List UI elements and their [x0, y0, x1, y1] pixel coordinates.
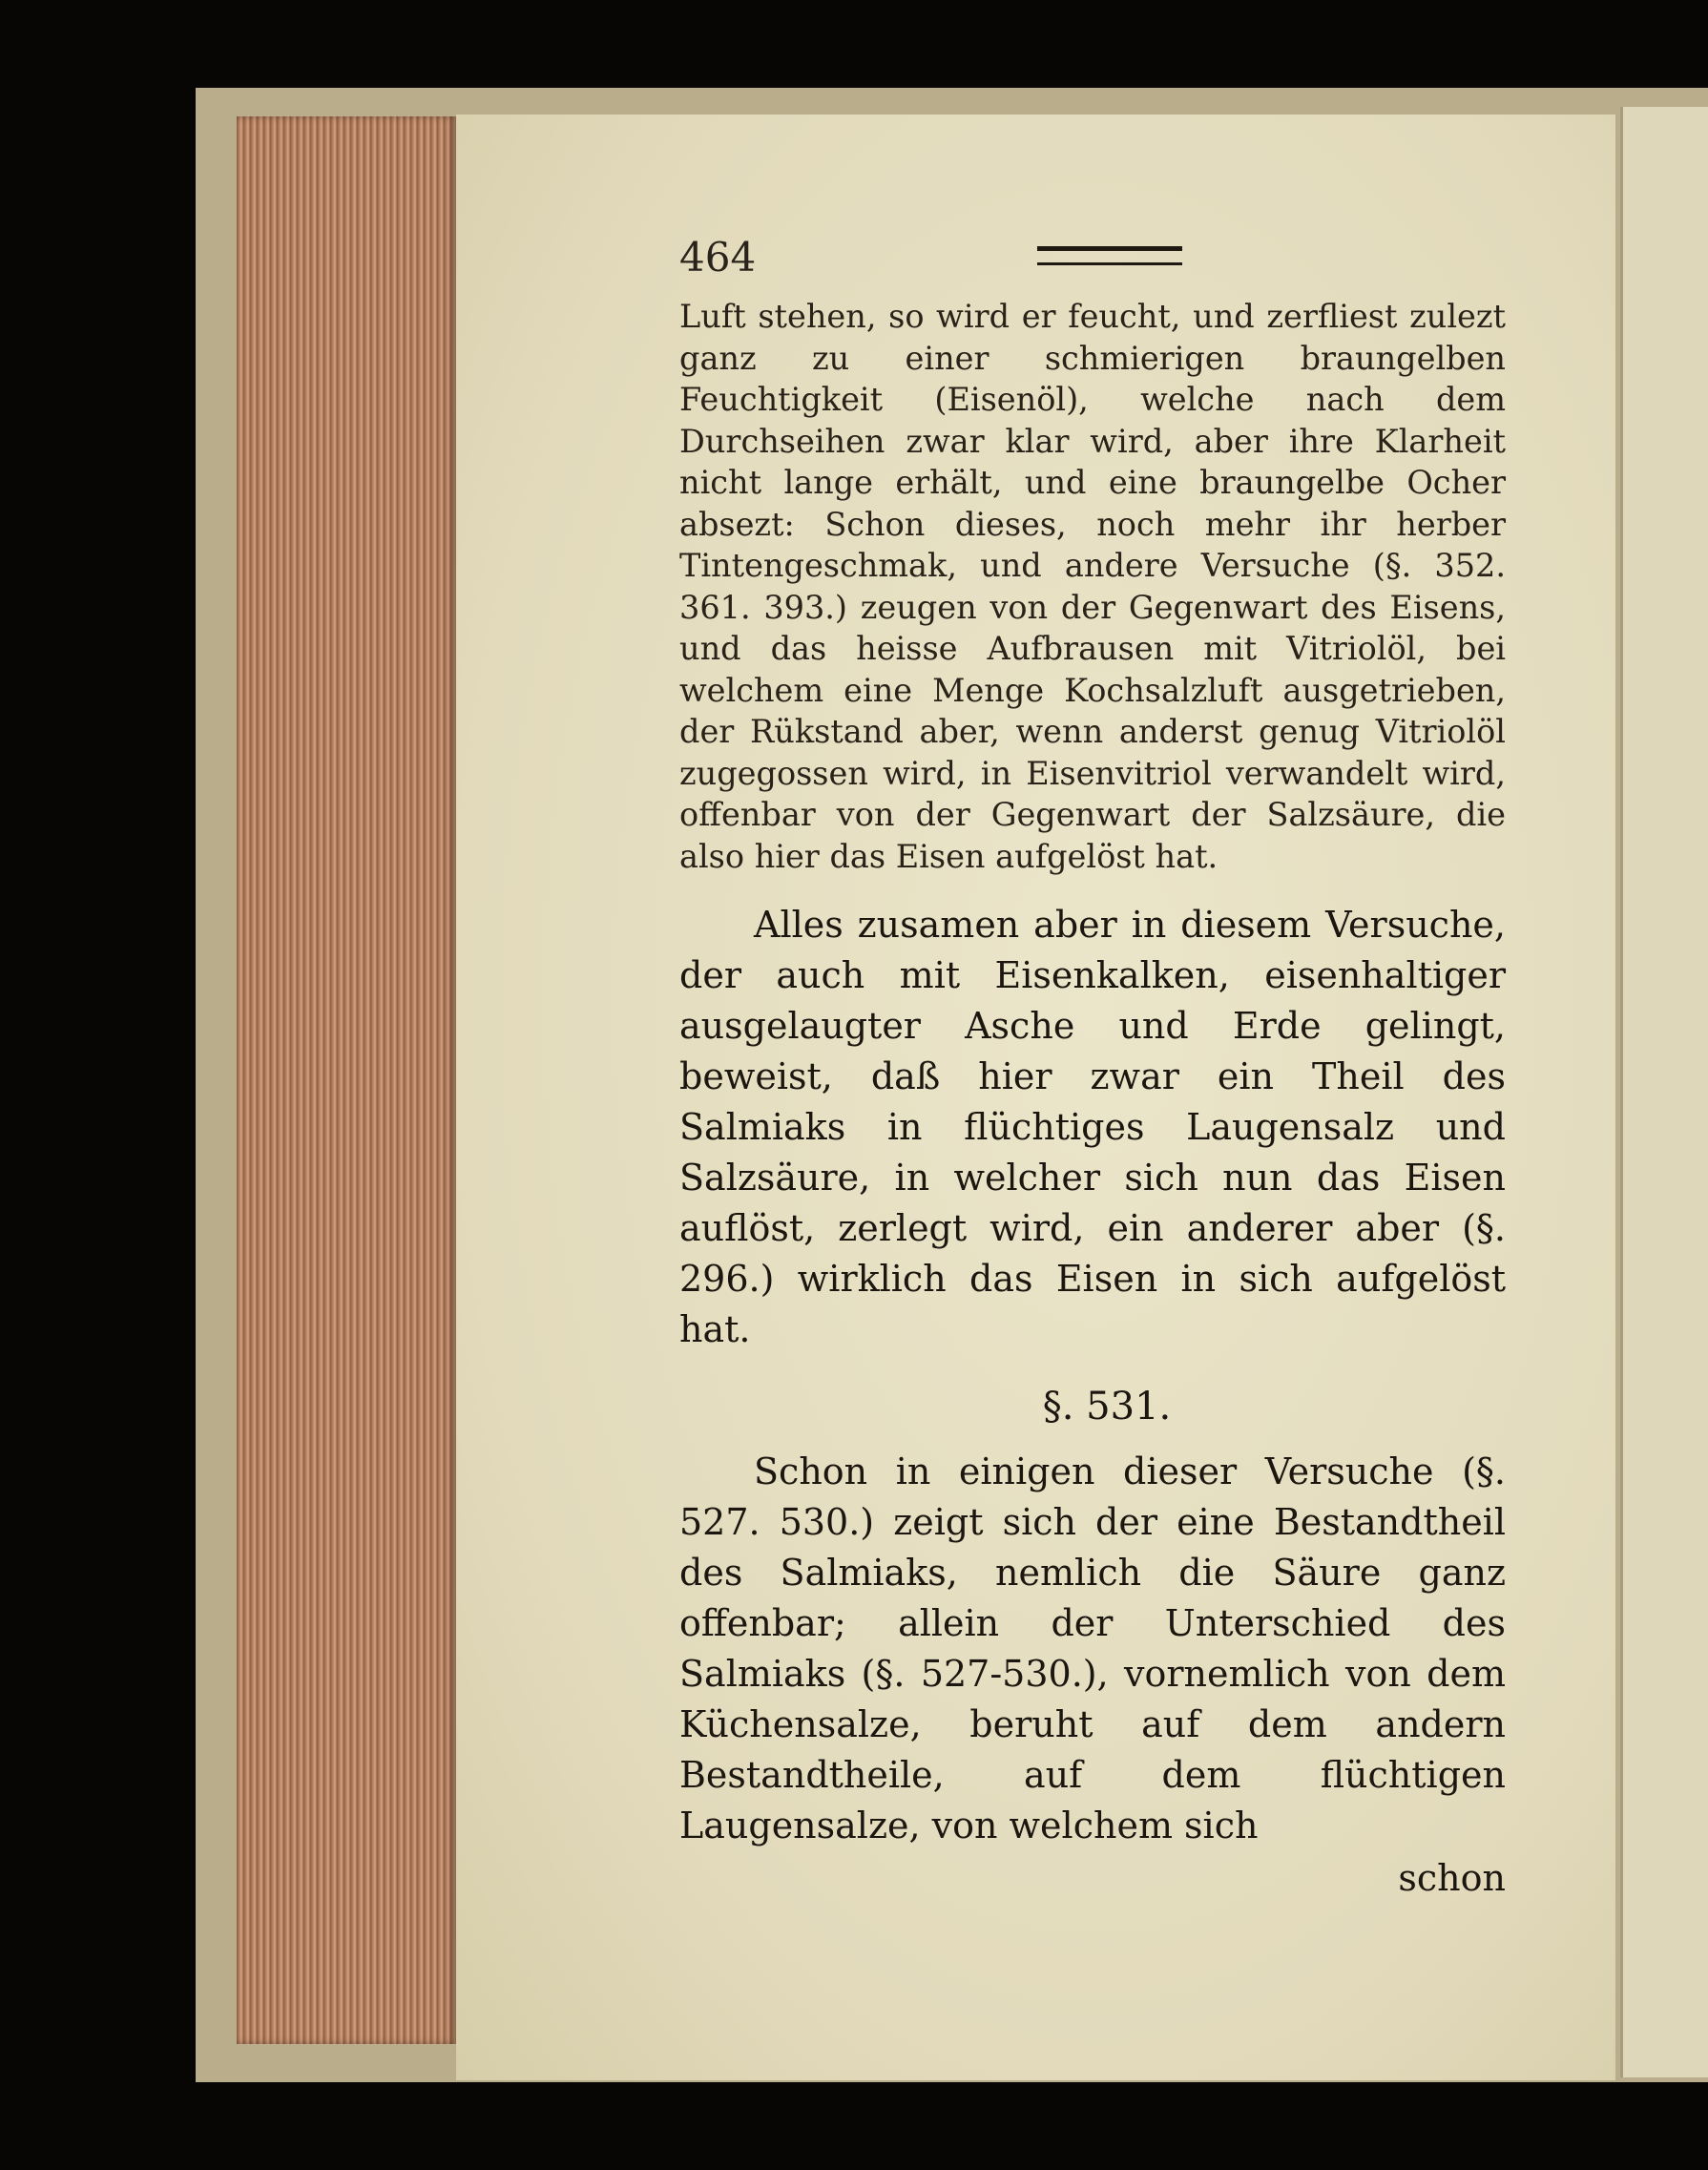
section-heading: §. 531. — [1042, 1385, 1172, 1429]
paragraph-2: Alles zusamen aber in diesem Versuche, der auch mit Eisenkalken, eisenhaltiger ausgelaugter Asche und Erde gelingt, beweist, daß hier zwar ein Theil des Salmiaks in flüchtiges Laugensalz und Salzsäure, in welcher sich nun das Eisen auflöst, zerlegt wird, ein anderer aber (§. 296.) wirklich das Eisen in sich aufgelöst hat. — [679, 904, 1506, 1350]
paragraph-3: Schon in einigen dieser Versuche (§. 527. 530.) zeigt sich der eine Bestandtheil des Salmiaks, nemlich die Säure ganz offenbar; allein der Unterschied des Salmiaks (§. 527-530.), vornemlich von dem Küchensalze, beruht auf dem andern Bestandtheile, auf dem flüchtigen Laugensalze, von welchem sich — [679, 1450, 1506, 1847]
page-edges — [237, 116, 458, 2044]
paragraph-1: Luft stehen, so wird er feucht, und zerfliest zulezt ganz zu einer schmierigen braungelben Feuchtigkeit (Eisenöl), welche nach dem Durchseihen zwar klar wird, aber ihre Klarheit nicht lange erhält, und eine braungelbe Ocher absezt: Schon dieses, noch mehr ihr herber Tintengeschmak, und andere Versuche (§. 352. 361. 393.) zeugen von der Gegenwart des Eisens, und das heisse Aufbrausen mit Vitriolöl, bei welchem eine Menge Kochsalzluft ausgetrieben, der Rükstand aber, wenn anderst genug Vitriolöl zugegossen wird, in Eisenvitriol verwandelt wird, offenbar von der Gegenwart der Salzsäure, die also hier das Eisen aufgelöst hat. — [679, 298, 1506, 875]
catchword: schon — [1398, 1857, 1506, 1899]
text-block — [679, 234, 1506, 1901]
header-rule — [1037, 246, 1182, 265]
page-header — [679, 234, 1506, 286]
page-number: 464 — [679, 234, 757, 281]
facing-page-edge — [1620, 107, 1708, 2077]
